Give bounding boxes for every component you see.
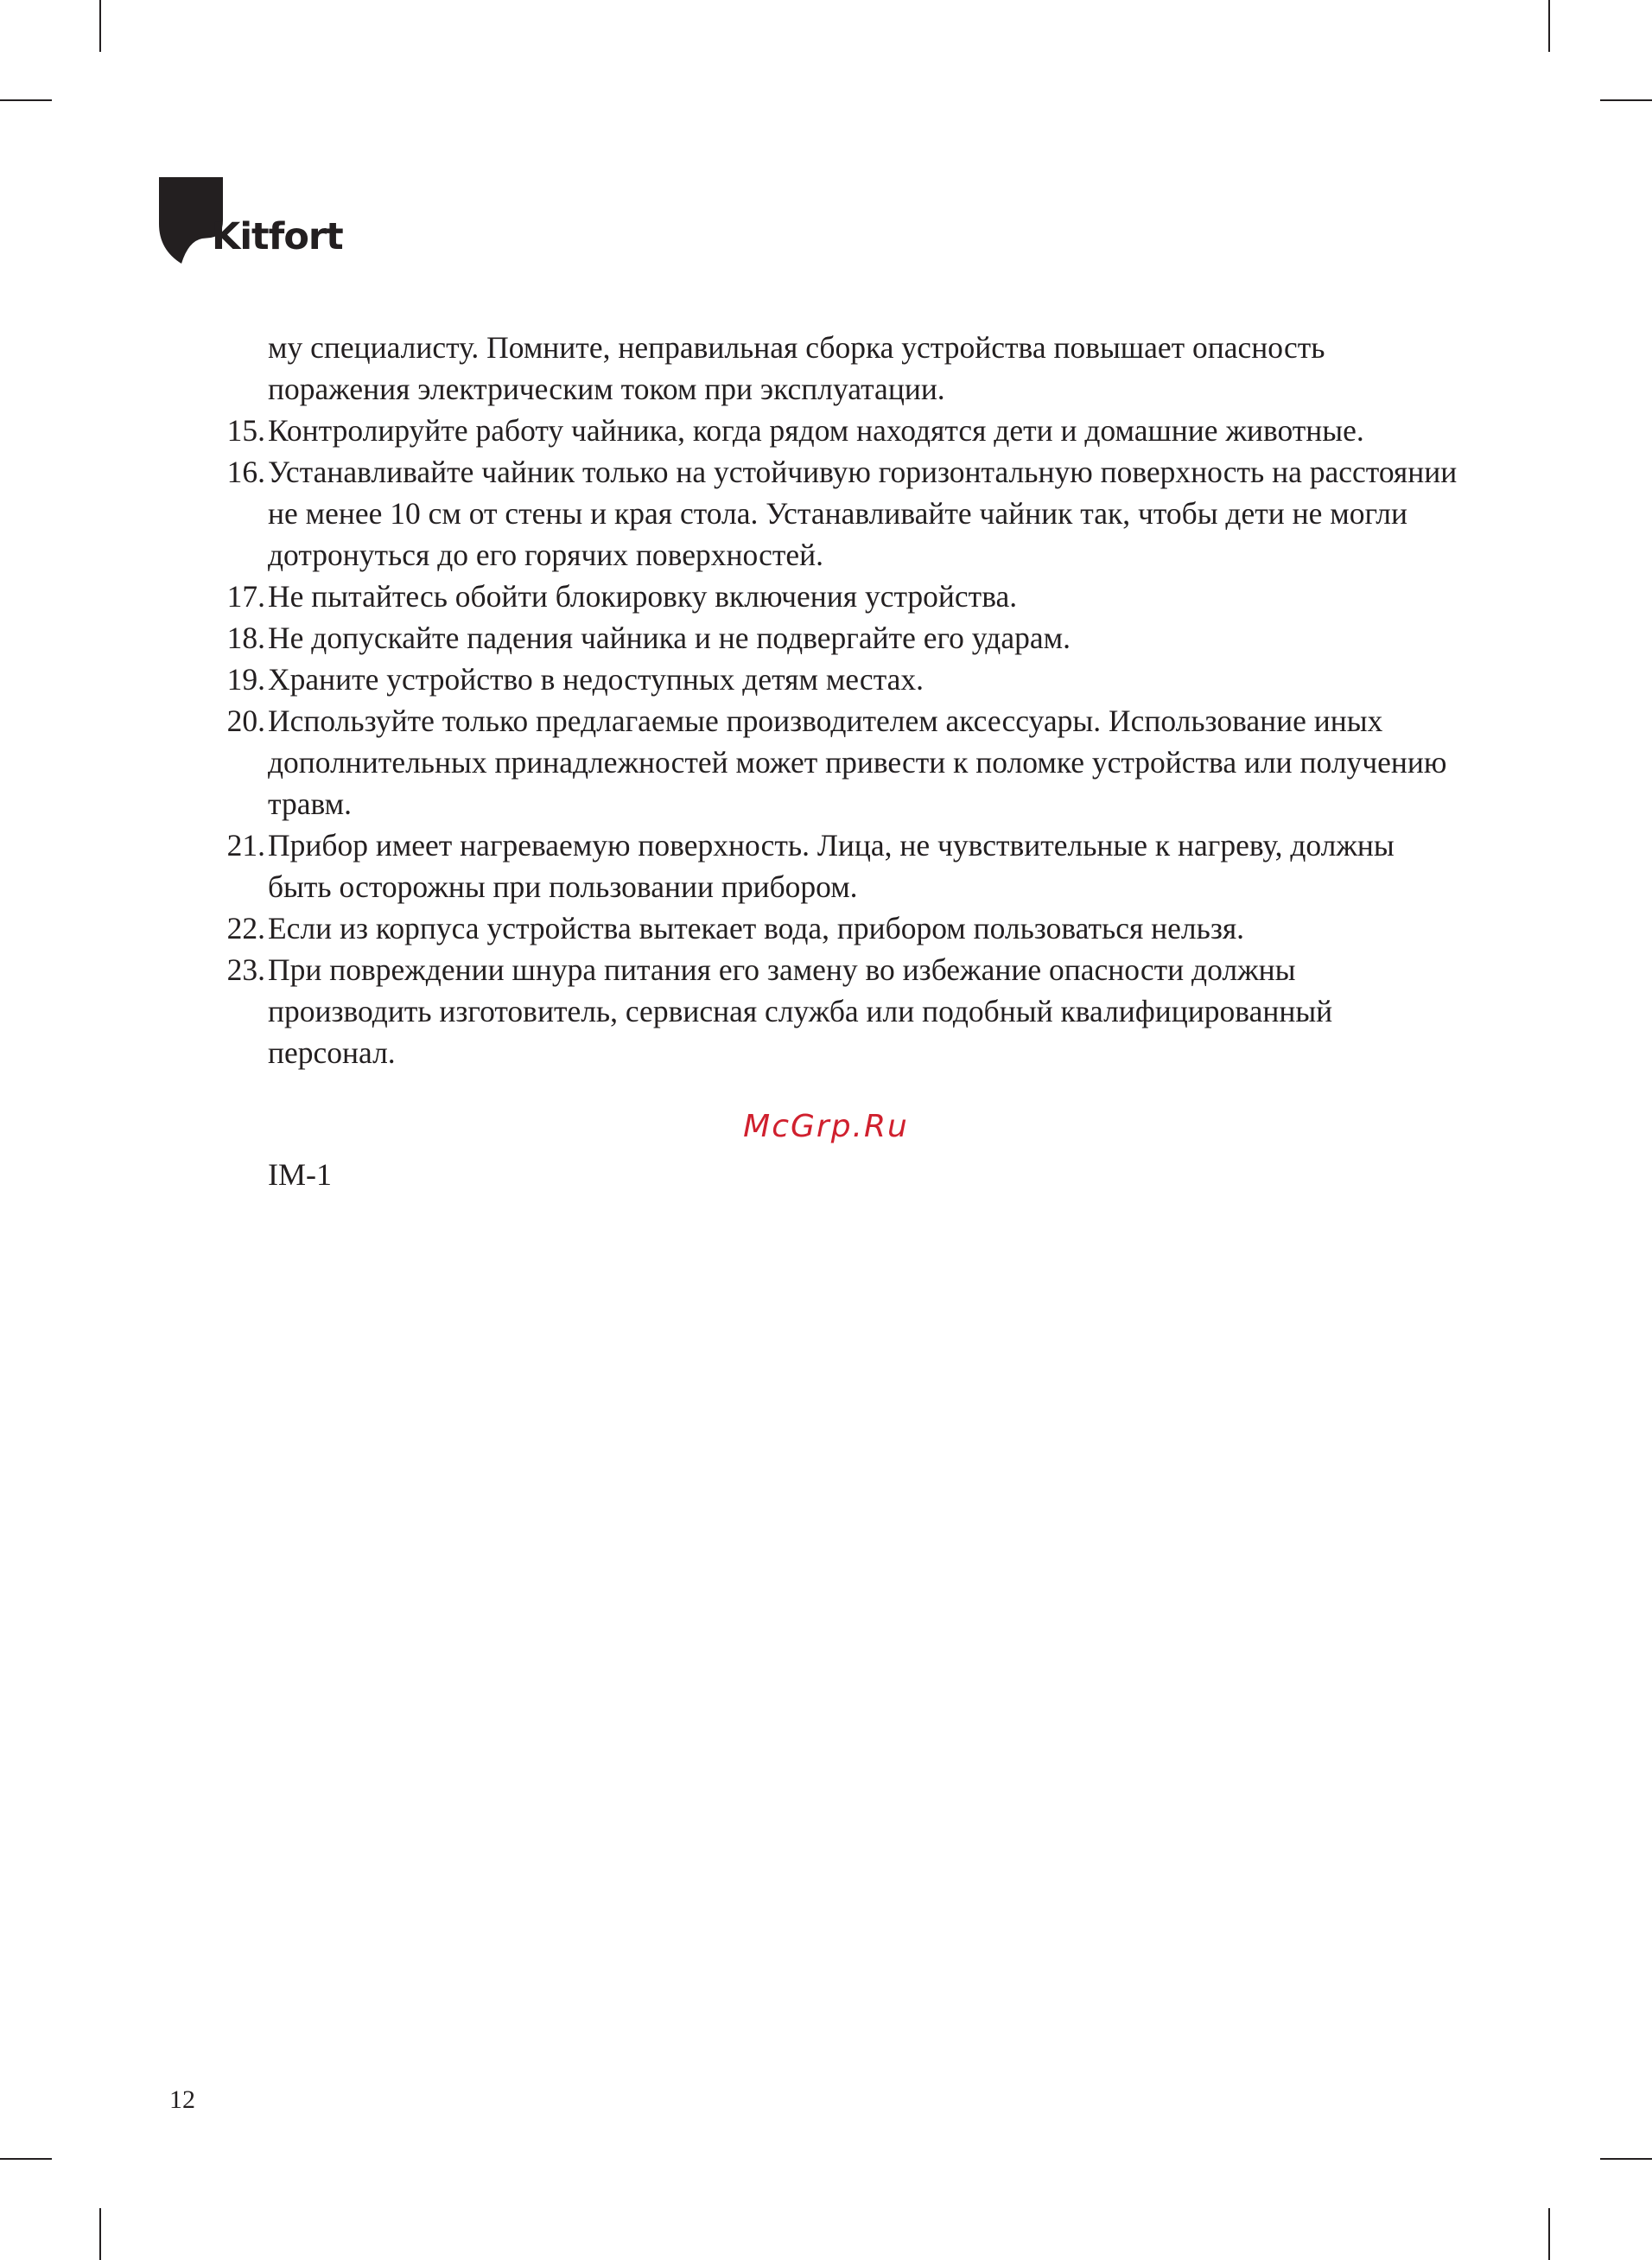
page-number: 12 [169, 2085, 195, 2114]
crop-mark [0, 99, 52, 101]
instructions-section [215, 327, 1459, 1073]
item-text: Контролируйте работу чайника, когда рядом находятся дети и домашние животные. [268, 413, 1364, 448]
list-item [215, 659, 1459, 700]
list-item [215, 576, 1459, 617]
item-text: Не пытайтесь обойти блокировку включения устройства. [268, 579, 1018, 614]
model-code: IM-1 [268, 1157, 332, 1192]
crop-mark [1548, 2208, 1550, 2260]
watermark-link[interactable]: McGrp.Ru [743, 1109, 909, 1144]
list-item [215, 617, 1459, 659]
item-number: 17. [226, 579, 265, 614]
item-text: Не допускайте падения чайника и не подвергайте его ударам. [268, 621, 1071, 655]
item-number: 20. [226, 703, 265, 738]
item-text: Храните устройство в недоступных детям местах. [268, 662, 924, 697]
item-number: 16. [226, 455, 265, 489]
item-number: 22. [226, 911, 265, 945]
list-item [215, 451, 1459, 576]
item-text: При повреждении шнура питания его замену во избежание опасности должны производить изготовитель, сервисная служба или подобный квалифицированный персонал. [268, 952, 1333, 1070]
item-number: 18. [226, 621, 265, 655]
list-item [215, 949, 1459, 1073]
item-text: Прибор имеет нагреваемую поверхность. Лица, не чувствительные к нагреву, должны быть осторожны при пользовании прибором. [268, 828, 1395, 904]
brand-logo [157, 175, 365, 271]
item-number: 19. [226, 662, 265, 697]
crop-mark [99, 0, 101, 52]
item-number: 21. [226, 828, 265, 863]
continuation-paragraph: му специалисту. Помните, неправильная сборка устройства повышает опасность поражения электрическим током при эксплуатации. [268, 330, 1325, 406]
crop-mark [1600, 99, 1652, 101]
crop-mark [99, 2208, 101, 2260]
list-item [215, 824, 1459, 907]
item-number: 23. [226, 952, 265, 987]
crop-mark [1600, 2158, 1652, 2160]
item-text: Используйте только предлагаемые производителем аксессуары. Использование иных дополнительных принадлежностей может привести к поломке устройства или получению травм. [268, 703, 1447, 821]
brand-name: Kitfort [212, 215, 343, 258]
list-item [215, 700, 1459, 824]
safety-list [215, 410, 1459, 1073]
list-item [215, 907, 1459, 949]
crop-mark [1548, 0, 1550, 52]
item-number: 15. [226, 413, 265, 448]
item-text: Если из корпуса устройства вытекает вода, прибором пользоваться нельзя. [268, 911, 1245, 945]
list-item [215, 410, 1459, 451]
crop-mark [0, 2158, 52, 2160]
item-text: Устанавливайте чайник только на устойчивую горизонтальную поверхность на расстоянии не менее 10 см от стены и края стола. Устанавливайте чайник так, чтобы дети не могли дотронуться до его горячих поверхностей. [268, 455, 1458, 572]
